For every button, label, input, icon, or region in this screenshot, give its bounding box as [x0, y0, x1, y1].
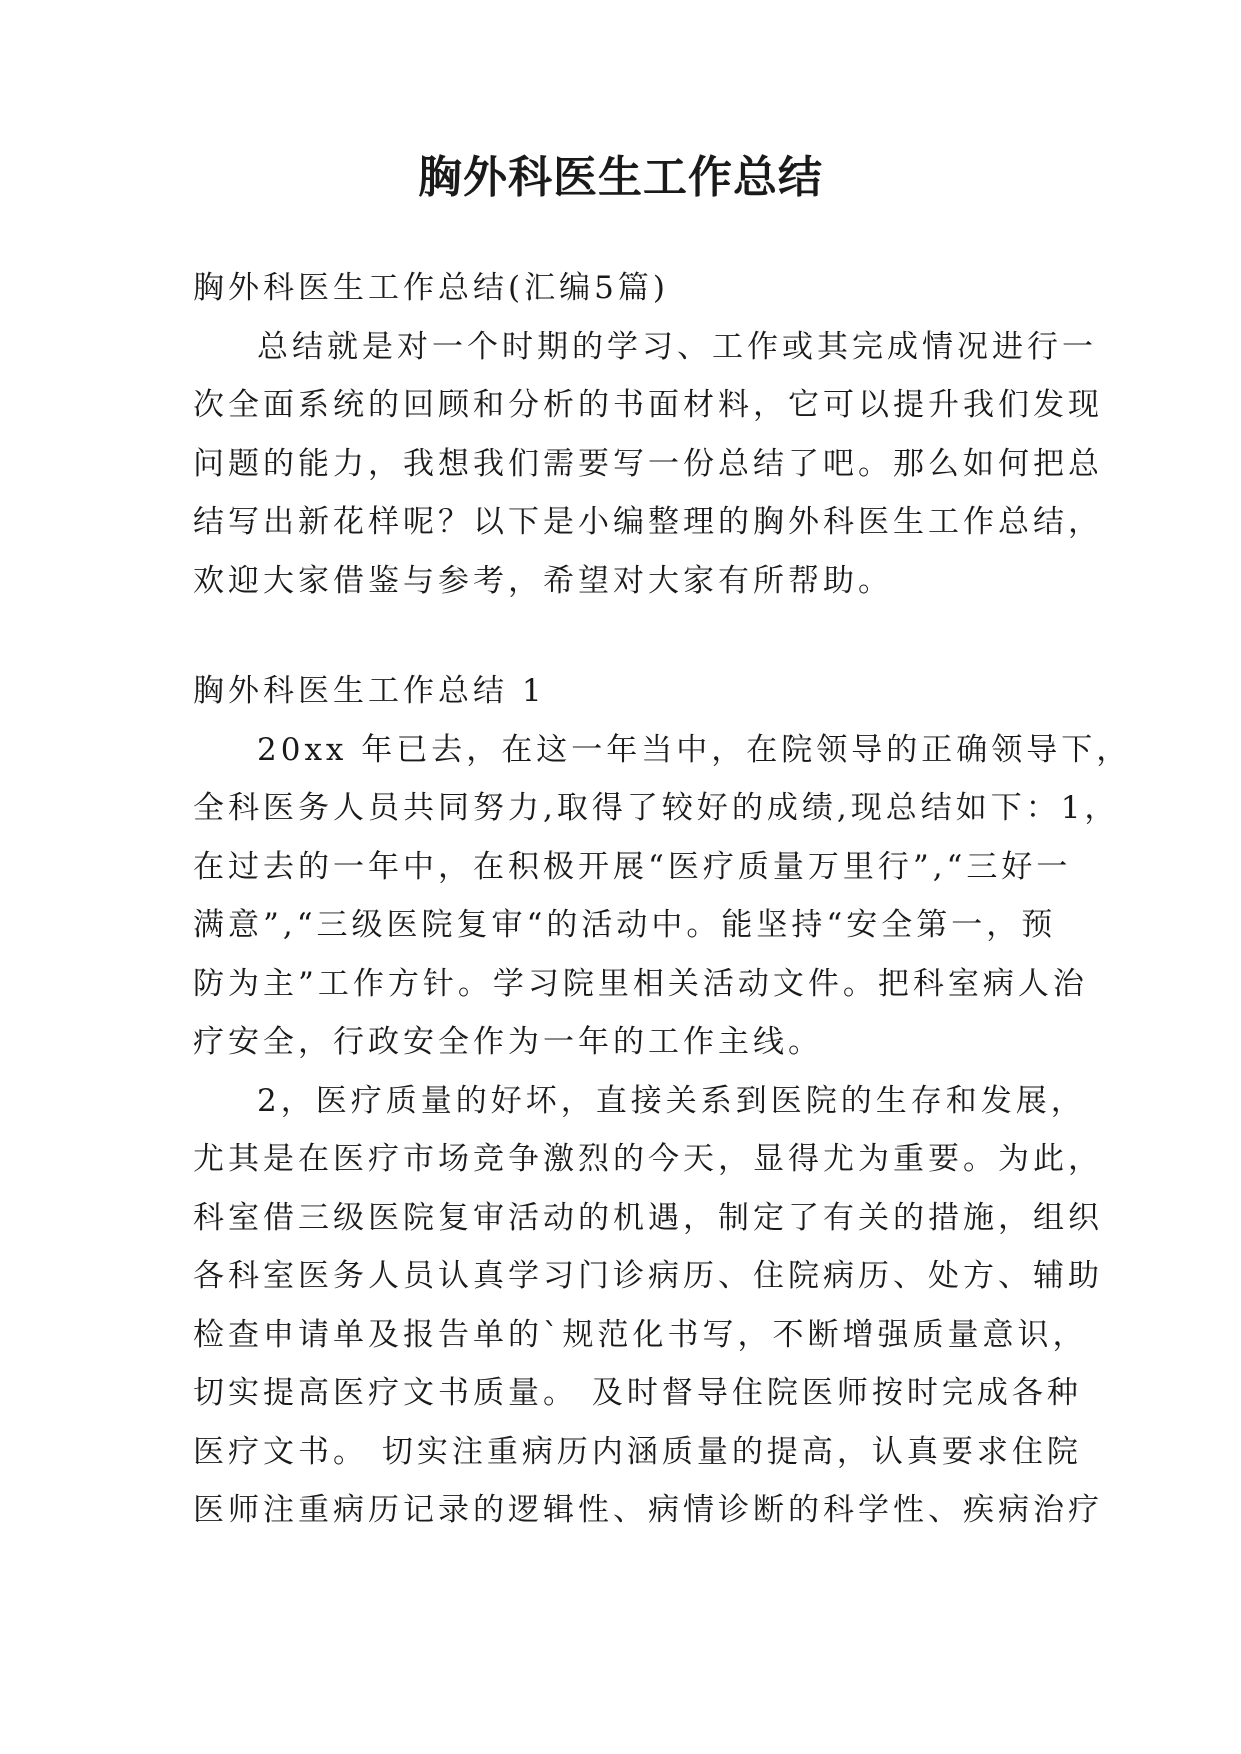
paragraph-line: 在过去的一年中，在积极开展“医疗质量万里行”,“三好一 [193, 848, 1072, 885]
intro-line: 总结就是对一个时期的学习、工作或其完成情况进行一 [257, 328, 1097, 365]
paragraph-line: 医师注重病历记录的逻辑性、病情诊断的科学性、疾病治疗 [193, 1492, 1103, 1528]
paragraph-line: 检查申请单及报告单的`规范化书写，不断增强质量意识， [193, 1316, 1088, 1353]
paragraph-line: 科室借三级医院复审活动的机遇，制定了有关的措施，组织 [193, 1199, 1103, 1236]
document-body [193, 259, 1132, 1540]
paragraph-line: 尤其是在医疗市场竞争激烈的今天，显得尤为重要。为此， [193, 1141, 1103, 1177]
paragraph-line: 2，医疗质量的好坏，直接关系到医院的生存和发展， [257, 1082, 1086, 1119]
paragraph-line: 医疗文书。 切实注重病历内涵质量的提高，认真要求住院 [193, 1433, 1082, 1470]
paragraph-line: 防为主”工作方针。学习院里相关活动文件。把科室病人治 [193, 965, 1088, 1002]
intro-line: 问题的能力，我想我们需要写一份总结了吧。那么如何把总 [193, 445, 1103, 482]
paragraph-line: 满意”,“三级医院复审“的活动中。能坚持“安全第一，预 [193, 907, 1057, 943]
intro-line: 欢迎大家借鉴与参考，希望对大家有所帮助。 [193, 562, 893, 599]
paragraph-line: 各科室医务人员认真学习门诊病历、住院病历、处方、辅助 [193, 1258, 1103, 1294]
document-title: 胸外科医生工作总结 [418, 152, 823, 203]
section-spacer [193, 610, 1073, 662]
collection-heading: 胸外科医生工作总结(汇编5篇) [193, 270, 669, 306]
intro-line: 结写出新花样呢？以下是小编整理的胸外科医生工作总结， [193, 504, 1103, 540]
paragraph-line: 全科医务人员共同努力,取得了较好的成绩,现总结如下：1， [193, 790, 1120, 826]
paragraph-line: 疗安全，行政安全作为一年的工作主线。 [193, 1024, 823, 1060]
paragraph-line: 20xx 年已去，在这一年当中，在院领导的正确领导下， [257, 731, 1132, 768]
section-heading: 胸外科医生工作总结 1 [193, 673, 546, 709]
intro-line: 次全面系统的回顾和分析的书面材料，它可以提升我们发现 [193, 387, 1103, 423]
paragraph-line: 切实提高医疗文书质量。 及时督导住院医师按时完成各种 [193, 1375, 1082, 1411]
